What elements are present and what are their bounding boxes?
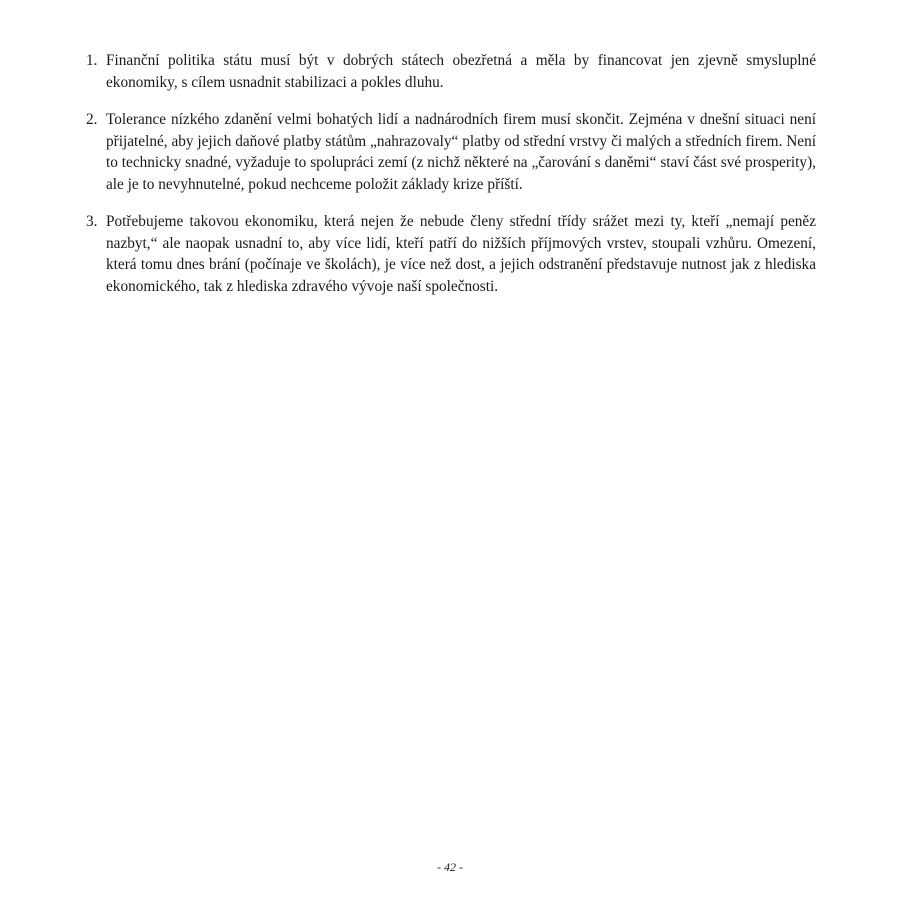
list-item-3 (86, 211, 816, 297)
list-item-number: 3. (86, 213, 98, 230)
document-body (86, 50, 816, 313)
list-item-text: Tolerance nízkého zdanění velmi bohatých lidí a nadnárodních firem musí skončit. Zejména v dnešní situaci není přijatelné, aby jejich daňové platby státům „nahrazovaly“ platby od střední vrstvy či malých a středních firem. Není to technicky snadné, vyžaduje to spolupráci zemí (z nichž některé na „čarování s daněmi“ staví část své prosperity), ale je to nevyhnutelné, pokud nechceme položit základy krize příští. (106, 111, 816, 193)
page-number: - 42 - (437, 860, 463, 874)
list-item-text: Potřebujeme takovou ekonomiku, která nejen že nebude členy střední třídy srážet mezi ty, kteří „nemají peněz nazbyt,“ ale naopak usnadní to, aby více lidí, kteří patří do nižších příjmových vrstev, stoupali vzhůru. Omezení, která tomu dnes brání (počínaje ve školách), je více než dost, a jejich odstranění představuje nutnost jak z hlediska ekonomického, tak z hlediska zdravého vývoje naší společnosti. (106, 213, 816, 295)
list-item-text: Finanční politika státu musí být v dobrých státech obezřetná a měla by financovat jen zjevně smysluplné ekonomiky, s cílem usnadnit stabilizaci a pokles dluhu. (106, 52, 816, 91)
list-item-1 (86, 50, 816, 93)
list-item-2 (86, 109, 816, 195)
list-item-number: 2. (86, 111, 98, 128)
list-item-number: 1. (86, 52, 98, 69)
